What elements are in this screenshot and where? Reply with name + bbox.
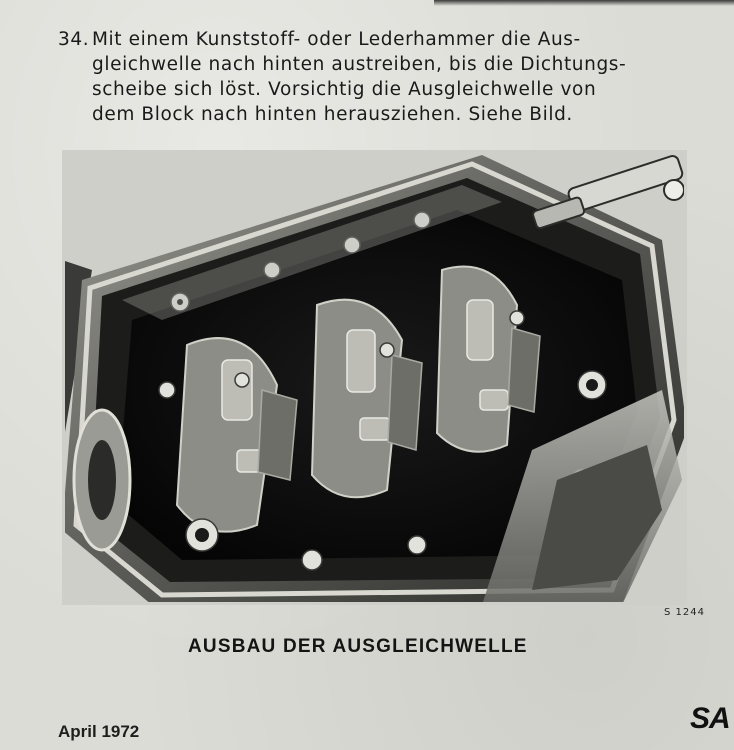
engine-block-photo [62,150,687,605]
instruction-line-3: scheibe sich löst. Vorsichtig die Ausgleichwelle von [92,79,597,100]
page-top-edge [434,0,734,6]
instruction-line-1: Mit einem Kunststoff- oder Lederhammer die Aus- [92,29,581,50]
step-number: 34. [58,29,90,50]
instruction-line-2: gleichwelle nach hinten austreiben, bis die Dichtungs- [92,54,627,75]
figure-code: S 1244 [664,607,705,618]
instruction-line-4: dem Block nach hinten herausziehen. Siehe Bild. [92,104,573,125]
brand-logo: SA [690,702,730,735]
figure-caption: AUSBAU DER AUSGLEICHWELLE [188,636,528,657]
footer-date: April 1972 [58,722,140,741]
